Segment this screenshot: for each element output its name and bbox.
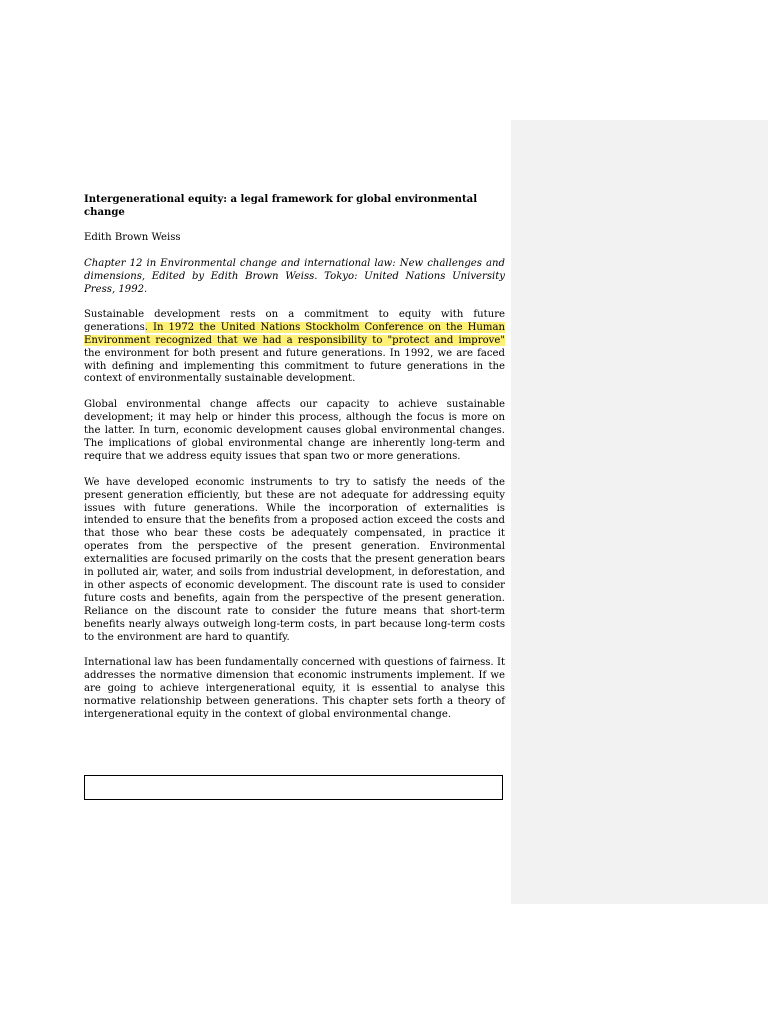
document-citation: Chapter 12 in Environmental change and international law: New challenges and dimensions, Edited by Edith Brown Weiss. Tokyo: United Nations University Press, 1992. (84, 257, 505, 295)
document-title: Intergenerational equity: a legal framework for global environmental change (84, 194, 478, 218)
paragraph-1-start: Sustainable development rests on a commitment to equity with future generations (84, 308, 505, 333)
paragraph-1 (84, 309, 505, 386)
comment-pane (511, 120, 768, 904)
highlighted-text[interactable]: . In 1972 the United Nations Stockholm Conference on the Human Environment recognized that we had a responsibility to "protect and improve" (84, 321, 505, 346)
paragraph-3: We have developed economic instruments to try to satisfy the needs of the present generation efficiently, but these are not adequate for addressing equity issues with future generations. While the incorporation of externalities is intended to ensure that the benefits from a proposed action exceed the costs and that those who bear these costs be adequately compensated, in practice it operates from the perspective of the present generation. Environmental externalities are focused primarily on the costs that the present generation bears in polluted air, water, and soils from industrial development, in deforestation, and in other aspects of economic development. The discount rate is used to consider future costs and benefits, again from the perspective of the present generation. Reliance on the discount rate to consider the future means that short-term benefits nearly always outweigh long-term costs, in part because long-term costs to the environment are hard to quantify. (84, 476, 505, 643)
paragraph-4: International law has been fundamentally concerned with questions of fairness. It addresses the normative dimension that economic instruments implement. If we are going to achieve intergenerational equity, it is essential to analyse this normative relationship between generations. This chapter sets forth a theory of intergenerational equity in the context of global environmental change. (84, 657, 505, 720)
document-author: Edith Brown Weiss (84, 232, 181, 244)
paragraph-1-end: the environment for both present and future generations. In 1992, we are faced with defining and implementing this commitment to future generations in the context of environmentally sustainable development. (84, 347, 505, 385)
paragraph-2: Global environmental change affects our capacity to achieve sustainable development; it may help or hinder this process, although the focus is more on the latter. In turn, economic development causes global environmental changes. The implications of global environmental change are inherently long-term and require that we address equity issues that span two or more generations. (84, 399, 505, 462)
document-body (84, 194, 505, 735)
empty-text-box[interactable] (84, 775, 503, 800)
